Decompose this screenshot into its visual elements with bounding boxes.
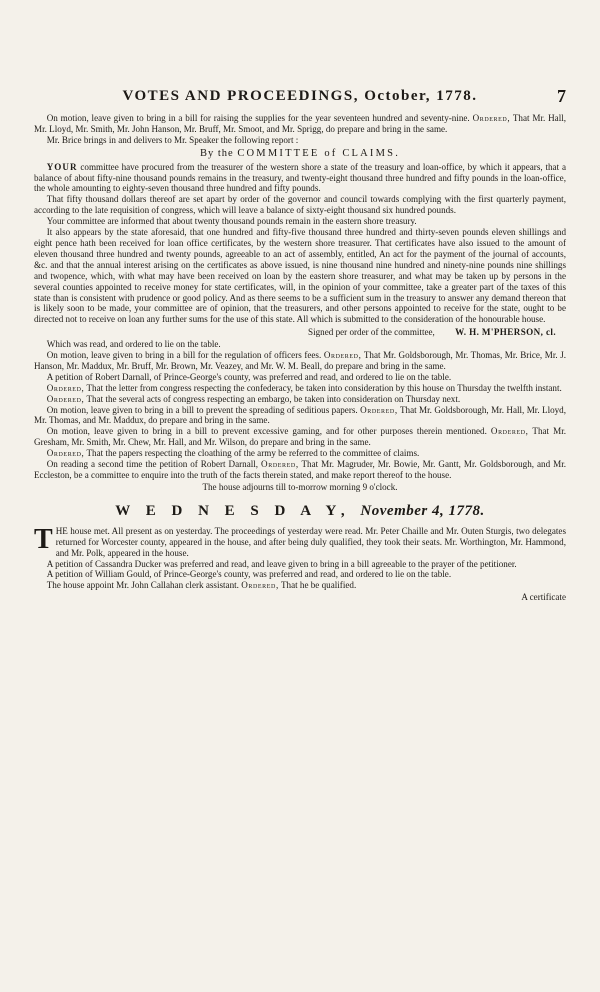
paragraph-gould-petition: A petition of William Gould, of Prince-George's county, was preferred and read, and ordered to lie on the table. <box>46 569 452 580</box>
paragraph-embargo: Ordered, That the several acts of congress respecting an embargo, be taken into consideration on Thursday next. <box>46 393 461 404</box>
paragraph-ducker-petition: A petition of Cassandra Ducker was preferred and read, and leave given to bring in a bill agreeable to the prayer of the petitioner. <box>46 558 517 569</box>
proceedings-november <box>34 523 566 603</box>
committee-heading: By the COMMITTEE of CLAIMS. <box>199 147 401 159</box>
paragraph-supplies-bill: On motion, leave given to bring in a bill for raising the supplies for the year seventeen hundred and seventy-nine. Ordered, That Mr. Hall, Mr. Lloyd, Mr. Smith, Mr. John Hanson, Mr. Bruff, Mr. Smoot, and Mr. Sprigg, do prepare and bring in the same. <box>34 113 567 134</box>
drop-cap: T <box>34 523 53 555</box>
paragraph-seditious-papers: On motion, leave given to bring in a bill to prevent the spreading of seditious papers. Ordered, That Mr. Goldsborough, Mr. Hall, Mr. Lloyd, Mr. Thomas, and Mr. Maddux, do prepare and bring in the same. <box>34 404 567 426</box>
paragraph-gaming: On motion, leave given to bring in a bill to prevent excessive gaming, and for other purposes therein mentioned. Ordered, That Mr. Gresham, Mr. Smith, Mr. Chew, Mr. Hall, and Mr. Wilson, do prepare and bring in the same. <box>34 426 567 448</box>
paragraph-read-table: Which was read, and ordered to lie on the table. <box>46 339 221 350</box>
paragraph-brice-report: Mr. Brice brings in and delivers to Mr. Speaker the following report : <box>46 134 299 145</box>
report-paragraph-1: YOUR committee have procured from the treasurer of the western shore a state of the treasury and loan-office, by which it appears, that a balance of about fifty-nine thousand pounds remains in the treasury, and twenty-eight thousand three hundred and fifty pounds in the loan-office, the whole amounting to eighty-seven thousand three hundred and fifty pounds. <box>34 161 566 194</box>
day-date: November 4, 1778. <box>360 502 485 519</box>
report-signature: Signed per order of the committee, W. H. M'PHERSON, cl. <box>308 327 556 338</box>
signatory-name: W. H. M'PHERSON, cl. <box>455 327 556 338</box>
page-title: VOTES AND PROCEEDINGS, October, 1778. <box>122 88 478 104</box>
paragraph-callahan: The house appoint Mr. John Callahan clerk assistant. Ordered, That he be qualified. <box>46 580 357 591</box>
report-paragraph-3: Your committee are informed that about twenty thousand pounds remain in the eastern shore treasury. <box>46 216 417 227</box>
page-number: 7 <box>557 86 566 106</box>
paragraph-house-met: T HE house met. All present as on yesterday. The proceedings of yesterday were read. Mr. Peter Chaille and Mr. Outen Sturgis, two delegates returned for Worcester county, appeared in the house, and after being duly qualified, they took their seats. Mr. Worthington, Mr. Hammond, and Mr. Polk, appeared in the house. <box>34 523 566 558</box>
report-paragraph-4: It also appears by the state aforesaid, that one hundred and fifty-five thousand three hundred and thirty-seven pounds eleven shillings and eight pence hath been received for loan office certificates, by the western shore treasurer. That certificates have also issued to the amount of eleven thousand three hundred and twenty pounds, agreeable to an act of assembly, entitled, An act for the payment of the journal of accounts, &c. and that the annual interest arising on the certificates as above issued, is nine thousand nine hundred and ninety-nine pounds nine shillings and twopence, which, with what may have been received on loan by the eastern shore treasurer, and what may be taken up by persons in the several counties appointed to receive money for state certificates, will, in the opinion of your committee, take a greater part of the taxes of this state than is consistent with prudence or good policy. And as there seems to be a sufficient sum in the treasury to answer any demand thereon that is likely soon to be made, your committee are of opinion, that the treasurers, and other persons appointed to receive for the state, ought to be directed not to receive on loan any further sums for the use of this state. All which is submitted to the consideration of the honourable house. <box>34 227 566 325</box>
paragraph-officers-fees: On motion, leave given to bring in a bill for the regulation of officers fees. Ordered, That Mr. Goldsborough, Mr. Thomas, Mr. Brice, Mr. J. Hanson, Mr. Maddux, Mr. Bruff, Mr. Brown, Mr. Veazey, and Mr. W. M. Beall, do prepare and bring in the same. <box>34 350 567 371</box>
day-heading: W E D N E S D A Y, November 4, 1778. <box>115 502 485 519</box>
catchword: A certificate <box>521 592 566 603</box>
running-head <box>34 88 566 105</box>
proceedings-october <box>34 113 566 493</box>
report-paragraph-2: That fifty thousand dollars thereof are set apart by order of the governor and council towards complying with the first quarterly payment, according to the late requisition of congress, which will leave a balance of sixty-eight thousand six hundred pounds. <box>34 194 566 216</box>
paragraph-darnall-petition: A petition of Robert Darnall, of Prince-George's county, was preferred and read, and ordered to lie on the table. <box>46 371 452 382</box>
adjournment-line: The house adjourns till to-morrow morning 9 o'clock. <box>202 481 398 492</box>
paragraph-cloathing: Ordered, That the papers respecting the cloathing of the army be referred to the committee of claims. <box>46 448 420 459</box>
paragraph-confederacy: Ordered, That the letter from congress respecting the confederacy, be taken into consideration by this house on Thursday the twelfth instant. <box>46 382 562 393</box>
paragraph-darnall-committee: On reading a second time the petition of Robert Darnall, Ordered, That Mr. Magruder, Mr. Bowie, Mr. Gantt, Mr. Goldsborough, and Mr. Eccleston, be a committee to enquire into the truth of the facts therein stated, and make report thereof to the house. <box>34 459 566 480</box>
